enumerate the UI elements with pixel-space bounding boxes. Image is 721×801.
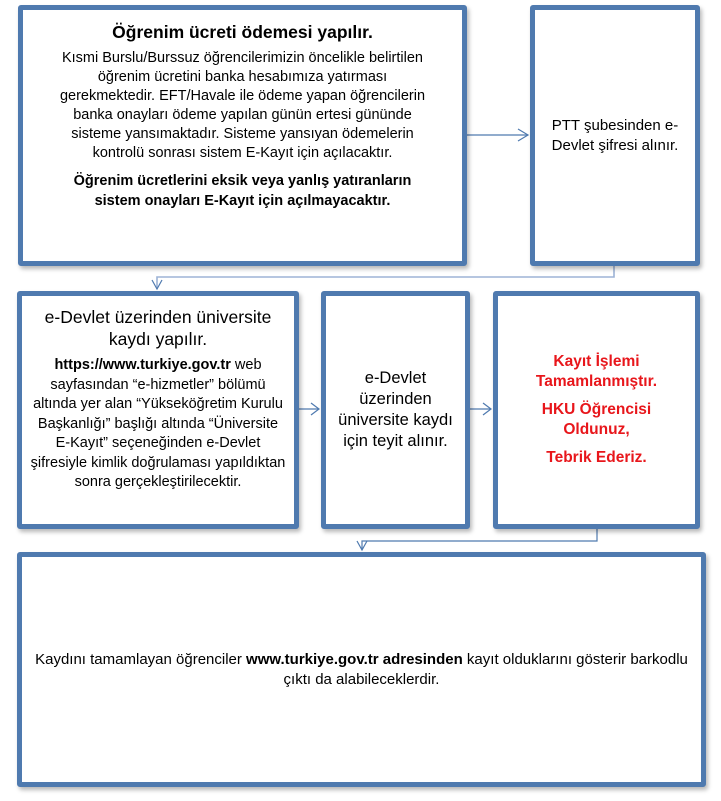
printout-text-after: kayıt olduklarını gösterir barkodlu çıktı da alabileceklerdir. (283, 650, 688, 688)
ptt-text: PTT şubesinden e-Devlet şifresi alınır. (551, 116, 679, 154)
congrats-message: Tebrik Ederiz. (546, 449, 647, 466)
complete-message: Kayıt İşlemi Tamamlanmıştır. (535, 353, 658, 390)
registration-url: https://www.turkiye.gov.tr (54, 357, 231, 373)
registration-instructions: web sayfasından “e-hizmetler” bölümü altında yer alan “Yükseköğretim Kurulu Başkanlığı” başlığı altında “Üniversite E-Kayıt” seçeneğinden e-Devlet şifresiyle kimlik doğrulaması yapıldıktan sonra gerçekleştirilecektir. (30, 357, 286, 490)
payment-warning (74, 171, 412, 211)
arrowhead-payment-to-ptt (518, 129, 528, 141)
registration-title: e-Devlet üzerinden üniversite kaydı yapılır. (44, 307, 272, 349)
registration-body (31, 356, 286, 493)
printout-url: www.turkiye.gov.tr adresinden (246, 650, 463, 668)
payment-warning-line: sistem onayları E-Kayıt için açılmayacaktır. (94, 193, 391, 209)
payment-body (60, 49, 425, 163)
payment-body-line: kontrolü sonrası sistem E-Kayıt için açılacaktır. (92, 145, 393, 161)
payment-title: Öğrenim ücreti ödemesi yapılır. (112, 22, 373, 42)
confirmation-text: e-Devlet üzerinden üniversite kaydı için teyit alınır. (338, 369, 453, 450)
step-edevlet-registration-box (17, 291, 299, 529)
step-complete-box (493, 291, 700, 529)
step-payment-box (18, 5, 467, 266)
step-confirmation-box (321, 291, 470, 529)
arrowhead-ptt-to-registration (152, 280, 162, 289)
arrowhead-complete-to-printout (357, 541, 367, 550)
printout-text (27, 650, 697, 690)
payment-body-line: gerekmektedir. EFT/Havale ile ödeme yapan öğrencilerin (59, 88, 426, 104)
arrowhead-registration-to-confirmation (311, 403, 319, 415)
payment-body-line: Kısmi Burslu/Burssuz öğrencilerimizin öncelikle belirtilen (61, 50, 423, 66)
payment-body-line: öğrenim ücretini banka hesabımıza yatırması (97, 69, 388, 85)
payment-warning-line: Öğrenim ücretlerini eksik veya yanlış yatıranların (73, 173, 412, 189)
student-message: HKU Öğrencisi Oldunuz, (541, 401, 652, 438)
connector-complete-to-printout (362, 529, 597, 550)
payment-body-line: banka onayları ödeme yapılan günün ertesi gününde (73, 107, 412, 123)
payment-body-line: sisteme yansımaktadır. Sisteme yansıyan ödemelerin (71, 126, 414, 142)
connector-ptt-to-registration (157, 266, 614, 289)
step-printout-box (17, 552, 706, 787)
step-ptt-box (530, 5, 700, 266)
printout-text-before: Kaydını tamamlayan öğrenciler (35, 650, 247, 668)
arrowhead-confirmation-to-complete (483, 403, 491, 415)
